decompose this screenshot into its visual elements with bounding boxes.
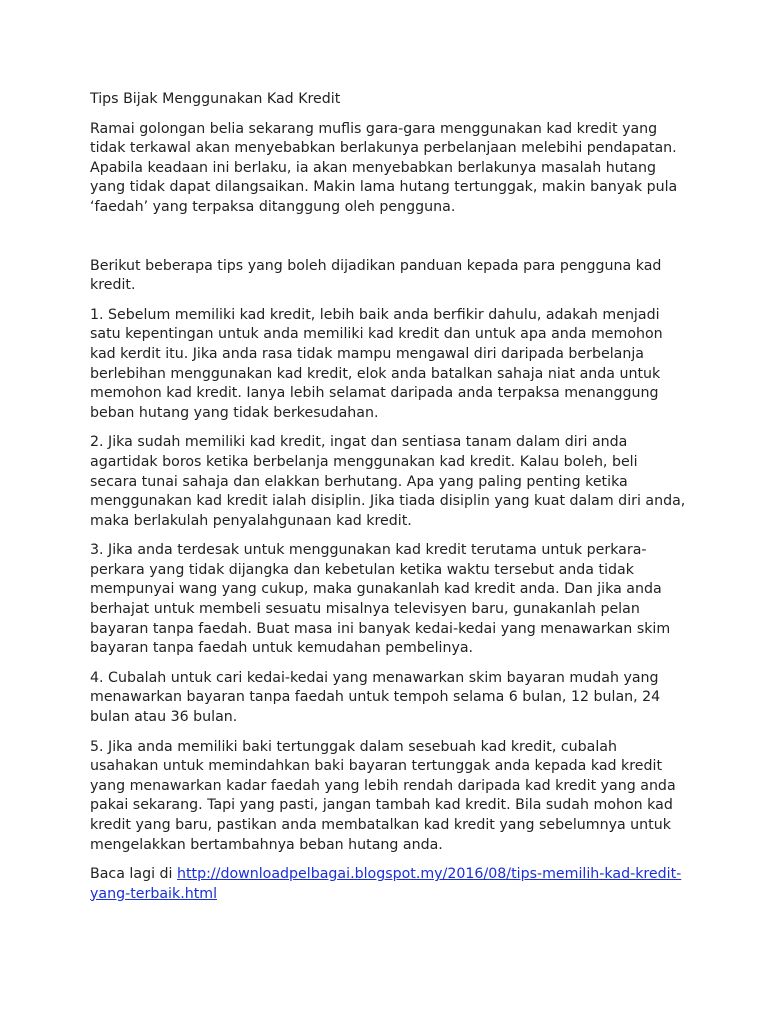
document-body (90, 90, 686, 914)
tip-1-paragraph: 1. Sebelum memiliki kad kredit, lebih baik anda berfikir dahulu, adakah menjadi satu kepentingan untuk anda memiliki kad kredit dan untuk apa anda memohon kad kerdit itu. Jika anda rasa tidak mampu mengawal diri daripada berbelanja berlebihan menggunakan kad kredit, elok anda batalkan sahaja niat anda untuk memohon kad kredit. Ianya lebih selamat daripada anda terpaksa menanggung beban hutang yang tidak berkesudahan. (90, 306, 663, 421)
tip-3-paragraph: 3. Jika anda terdesak untuk menggunakan kad kredit terutama untuk perkara-perkara yang tidak dijangka dan kebetulan ketika waktu tersebut anda tidak mempunyai wang yang cukup, maka gunakanlah kad kredit anda. Dan jika anda berhajat untuk membeli sesuatu misalnya televisyen baru, gunakanlah pelan bayaran tanpa faedah. Buat masa ini banyak kedai-kedai yang menawarkan skim bayaran tanpa faedah untuk kemudahan pembelinya. (90, 542, 671, 657)
tip-2-paragraph: 2. Jika sudah memiliki kad kredit, ingat dan sentiasa tanam dalam diri anda agartidak boros ketika berbelanja menggunakan kad kredit. Kalau boleh, beli secara tunai sahaja dan elakkan berhutang. Apa yang paling penting ketika menggunakan kad kredit ialah disiplin. Jika tiada disiplin yang kuat dalam diri anda, maka berlakulah penyalahgunaan kad kredit. (90, 434, 686, 529)
read-more-label: Baca lagi di (90, 866, 177, 883)
tip-4-paragraph: 4. Cubalah untuk cari kedai-kedai yang menawarkan skim bayaran mudah yang menawarkan bayaran tanpa faedah untuk tempoh selama 6 bulan, 12 bulan, 24 bulan atau 36 bulan. (90, 669, 661, 726)
read-more-paragraph (90, 865, 686, 904)
read-more-link[interactable]: http://downloadpelbagai.blogspot.my/2016/08/tips-memilih-kad-kredit-yang-terbaik.html (90, 866, 682, 902)
document-title: Tips Bijak Menggunakan Kad Kredit (90, 91, 341, 107)
tip-5-paragraph: 5. Jika anda memiliki baki tertunggak dalam sesebuah kad kredit, cubalah usahakan untuk memindahkan baki bayaran tertunggak anda kepada kad kredit yang menawarkan kadar faedah yang lebih rendah daripada kad kredit yang anda pakai sekarang. Tapi yang pasti, jangan tambah kad kredit. Bila sudah mohon kad kredit yang baru, pastikan anda membatalkan kad kredit yang sebelumnya untuk mengelakkan bertambahnya beban hutang anda. (90, 738, 676, 853)
lead-paragraph: Berikut beberapa tips yang boleh dijadikan panduan kepada para pengguna kad kredit. (90, 257, 662, 294)
intro-paragraph: Ramai golongan belia sekarang muflis gara-gara menggunakan kad kredit yang tidak terkawal akan menyebabkan berlakunya perbelanjaan melebihi pendapatan. Apabila keadaan ini berlaku, ia akan menyebabkan berlakunya masalah hutang yang tidak dapat dilangsaikan. Makin lama hutang tertunggak, makin banyak pula ‘faedah’ yang terpaksa ditanggung oleh pengguna. (90, 120, 678, 215)
